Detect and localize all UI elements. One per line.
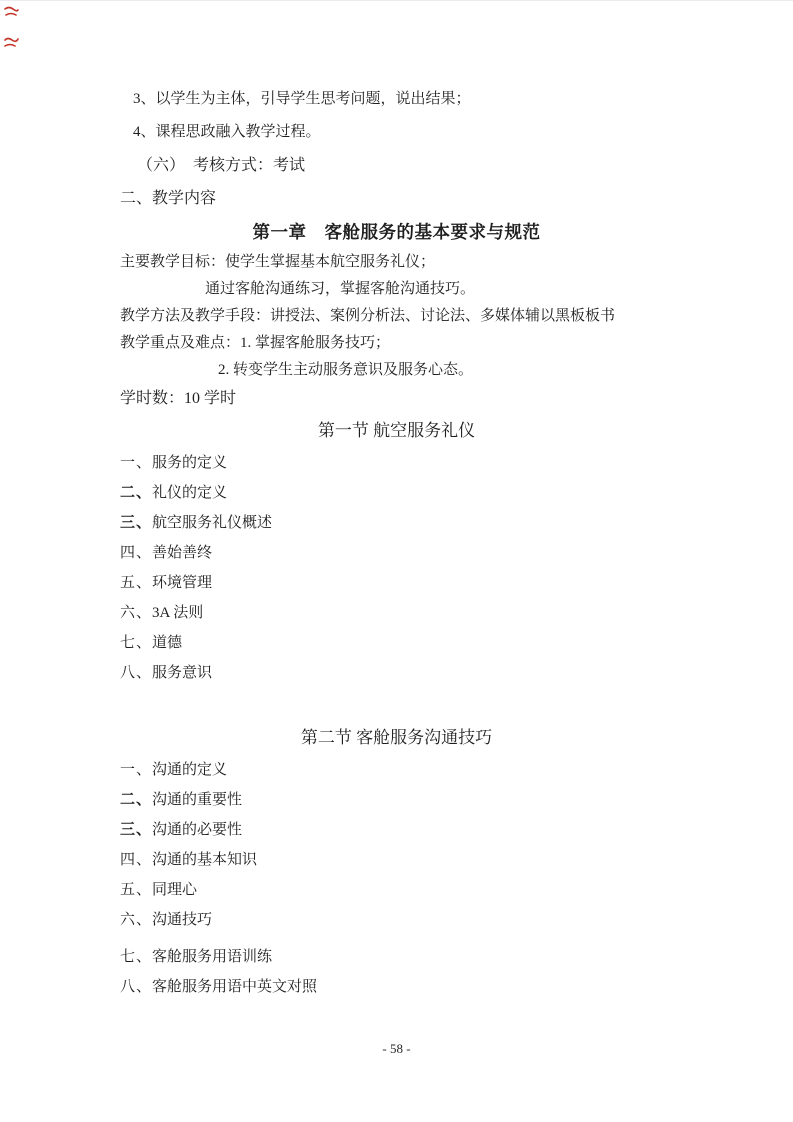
list-item [120, 658, 793, 688]
item-number: 六、 [120, 912, 153, 928]
list-item [120, 478, 793, 508]
teaching-methods-line: 教学方法及教学手段：讲授法、案例分析法、讨论法、多媒体辅以黑板板书 [120, 308, 616, 324]
item-text: 客舱服务用语训练 [152, 949, 273, 965]
key-point-text: 1. 掌握客舱服务技巧； [240, 335, 391, 351]
item-text: 服务意识 [152, 665, 213, 681]
item-number: 七、 [120, 949, 153, 965]
teaching-objective-continuation: 通过客舱沟通练习，掌握客舱沟通技巧。 [205, 281, 476, 297]
key-point-continuation: 2. 转变学生主动服务意识及服务心态。 [218, 362, 474, 378]
item-text: 沟通的定义 [152, 762, 228, 778]
chapter-title: 第一章 客舱服务的基本要求与规范 [252, 222, 541, 242]
assessment-method-line: （六） 考核方式：考试 [137, 157, 306, 174]
item-number: 4、 [133, 124, 156, 140]
list-item [120, 755, 793, 785]
item-number: 三、 [120, 515, 153, 531]
list-item [120, 905, 793, 935]
teaching-objectives-line [120, 249, 793, 276]
red-ink-mark-icon [3, 5, 19, 19]
item-text: 道德 [152, 635, 183, 651]
item-number: 八、 [120, 665, 153, 681]
section-1-title: 第一节 航空服务礼仪 [317, 421, 476, 440]
item-text: 环境管理 [152, 575, 213, 591]
list-item [120, 942, 793, 972]
item-text: 善始善终 [152, 545, 213, 561]
item-text: 服务的定义 [152, 455, 228, 471]
item-number: 五、 [120, 575, 153, 591]
intro-item [133, 116, 793, 149]
objectives-label: 主要教学目标： [120, 254, 226, 270]
list-item [120, 785, 793, 815]
list-item [120, 448, 793, 478]
section-2-title: 第二节 客舱服务沟通技巧 [300, 728, 493, 747]
red-ink-annotation [3, 5, 21, 53]
item-number: 三、 [120, 822, 153, 838]
class-hours-line: 学时数：10 学时 [120, 390, 237, 407]
item-text: 航空服务礼仪概述 [152, 515, 273, 531]
item-number: 一、 [120, 455, 153, 471]
objective-text: 使学生掌握基本航空服务礼仪； [225, 254, 436, 270]
item-text: 沟通的必要性 [152, 822, 243, 838]
item-text: 客舱服务用语中英文对照 [152, 979, 318, 995]
list-item [120, 875, 793, 905]
item-number: 五、 [120, 882, 153, 898]
item-number: 四、 [120, 545, 153, 561]
item-text: 同理心 [152, 882, 198, 898]
item-number: 3、 [133, 91, 156, 107]
page-content [0, 1, 793, 1002]
item-number: 二、 [120, 485, 153, 501]
item-text: 沟通的重要性 [152, 792, 243, 808]
item-text: 以学生为主体，引导学生思考问题，说出结果； [155, 91, 471, 107]
list-item [120, 815, 793, 845]
item-text: 沟通的基本知识 [152, 852, 258, 868]
list-item [120, 598, 793, 628]
item-text: 沟通技巧 [152, 912, 213, 928]
list-item [120, 845, 793, 875]
list-item [120, 628, 793, 658]
list-item [120, 568, 793, 598]
item-number: 四、 [120, 852, 153, 868]
item-text: 礼仪的定义 [152, 485, 228, 501]
intro-item [133, 83, 793, 116]
item-number: 七、 [120, 635, 153, 651]
list-item [120, 508, 793, 538]
list-item [120, 538, 793, 568]
key-points-label: 教学重点及难点： [120, 335, 241, 351]
item-number: 一、 [120, 762, 153, 778]
red-ink-mark-icon [3, 35, 19, 49]
list-item [120, 972, 793, 1002]
item-text: 3A 法则 [152, 605, 204, 621]
key-points-line [120, 330, 793, 357]
item-number: 六、 [120, 605, 153, 621]
item-number: 八、 [120, 979, 153, 995]
part-heading-teaching-content: 二、教学内容 [120, 190, 217, 207]
page-number: - 58 - [382, 1041, 411, 1056]
item-text: 课程思政融入教学过程。 [155, 124, 321, 140]
item-number: 二、 [120, 792, 153, 808]
